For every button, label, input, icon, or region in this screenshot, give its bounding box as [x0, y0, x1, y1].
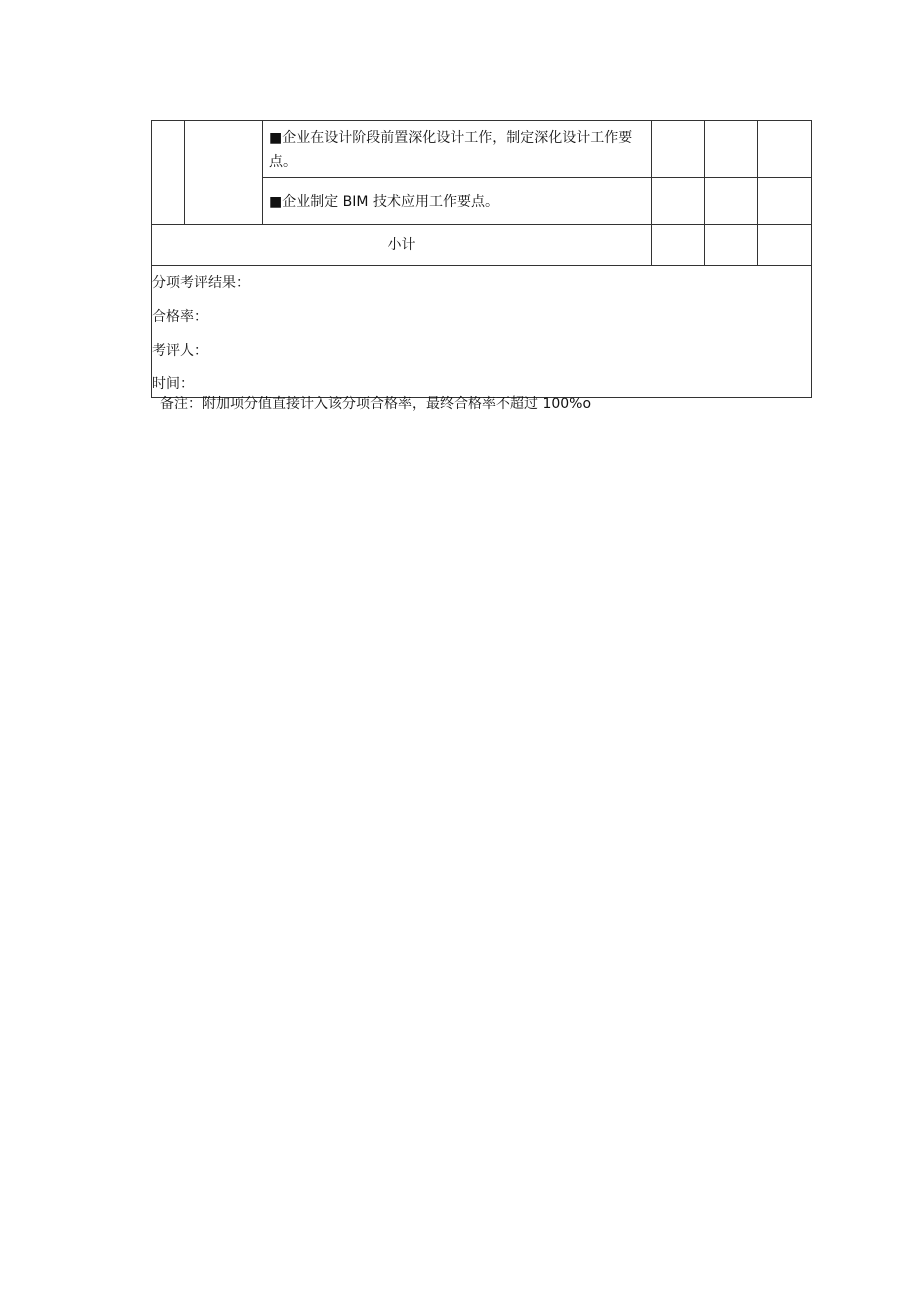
result-row	[152, 266, 812, 398]
score-cell	[758, 178, 812, 225]
table-row	[152, 121, 812, 178]
subtotal-cell	[705, 225, 758, 266]
subtotal-label: 小计	[152, 225, 652, 266]
result-cell	[152, 266, 812, 398]
category-cell	[152, 121, 185, 225]
evaluation-table-wrapper	[151, 120, 811, 398]
score-cell	[652, 121, 705, 178]
evaluation-table	[151, 120, 812, 398]
subcategory-cell	[185, 121, 263, 225]
pass-rate-label: 合格率：	[152, 309, 208, 325]
criteria-text: ■企业制定 BIM 技术应用工作要点。	[263, 178, 652, 225]
score-cell	[758, 121, 812, 178]
subtotal-cell	[652, 225, 705, 266]
subtotal-cell	[758, 225, 812, 266]
time-label: 时间：	[152, 376, 194, 392]
result-label: 分项考评结果：	[152, 275, 250, 291]
score-cell	[652, 178, 705, 225]
footnote: 备注：附加项分值直接计入该分项合格率，最终合格率不超过 100%o	[160, 396, 592, 412]
score-cell	[705, 121, 758, 178]
criteria-text: ■企业在设计阶段前置深化设计工作，制定深化设计工作要点。	[263, 121, 652, 178]
score-cell	[705, 178, 758, 225]
subtotal-row	[152, 225, 812, 266]
evaluator-label: 考评人：	[152, 343, 208, 359]
